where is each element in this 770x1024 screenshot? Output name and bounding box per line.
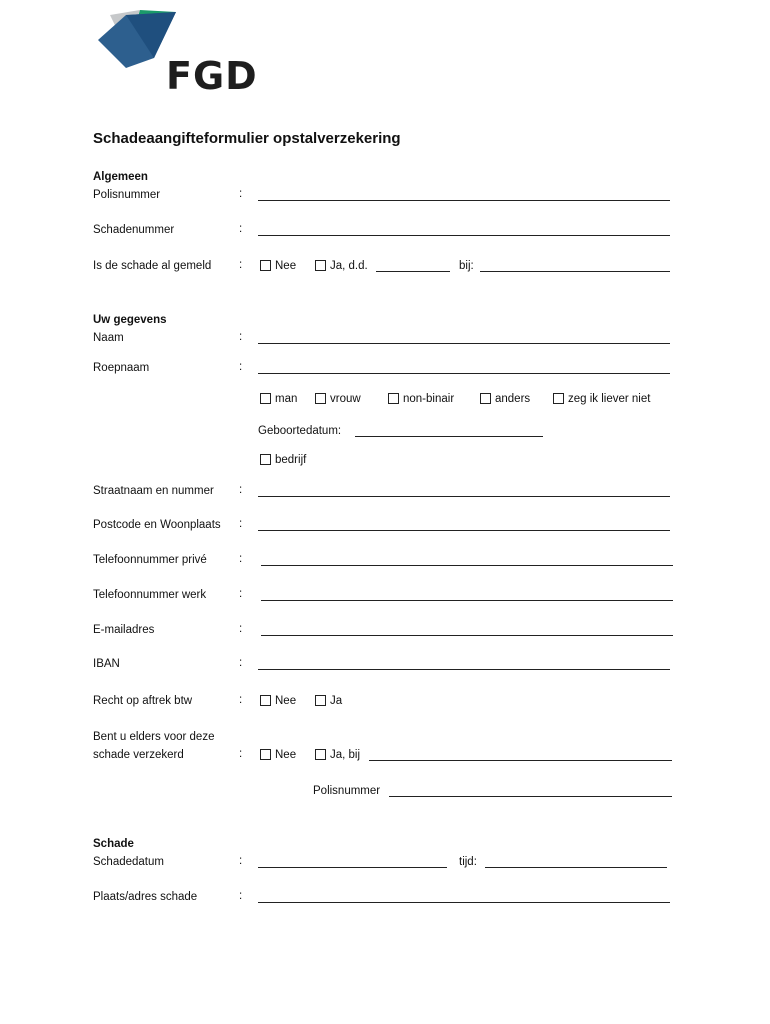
colon: : xyxy=(239,623,243,635)
label-postcode-city: Postcode en Woonplaats xyxy=(93,519,221,531)
postcode-city-field[interactable] xyxy=(258,530,670,531)
damage-location-field[interactable] xyxy=(258,902,670,903)
label-insured-elsewhere-line1: Bent u elders voor deze xyxy=(93,731,215,743)
colon: : xyxy=(239,855,243,867)
section-your-details: Uw gegevens xyxy=(93,314,167,326)
phone-work-field[interactable] xyxy=(261,600,673,601)
gender-man-label: man xyxy=(275,393,298,405)
label-insured-elsewhere-line2: schade verzekerd xyxy=(93,749,184,761)
label-damage-date: Schadedatum xyxy=(93,856,164,868)
fgd-logo xyxy=(96,10,266,100)
label-vat: Recht op aftrek btw xyxy=(93,695,193,707)
label-iban: IBAN xyxy=(93,658,120,670)
colon: : xyxy=(239,518,243,530)
company-checkbox[interactable] xyxy=(260,454,271,465)
birthdate-field[interactable] xyxy=(355,436,543,437)
vat-no-checkbox[interactable] xyxy=(260,695,271,706)
colon: : xyxy=(239,188,243,200)
label-damage-time: tijd: xyxy=(459,856,477,868)
label-damage-location: Plaats/adres schade xyxy=(93,891,198,903)
reported-at-field[interactable] xyxy=(480,271,670,272)
section-general: Algemeen xyxy=(93,171,148,183)
damage-time-field[interactable] xyxy=(485,867,667,868)
label-reported: Is de schade al gemeld xyxy=(93,260,212,272)
gender-other-label: anders xyxy=(495,393,531,405)
policy-number-field[interactable] xyxy=(258,200,670,201)
colon: : xyxy=(239,694,243,706)
vat-yes-checkbox[interactable] xyxy=(315,695,326,706)
brand-name: FGD xyxy=(166,54,258,98)
gender-woman-checkbox[interactable] xyxy=(315,393,326,404)
reported-yes-label: Ja, d.d. xyxy=(330,260,368,272)
name-field[interactable] xyxy=(258,343,670,344)
colon: : xyxy=(239,657,243,669)
colon: : xyxy=(239,361,243,373)
colon: : xyxy=(239,588,243,600)
label-elsewhere-policy: Polisnummer xyxy=(313,785,381,797)
label-claim-number: Schadenummer xyxy=(93,224,175,236)
gender-other-checkbox[interactable] xyxy=(480,393,491,404)
phone-private-field[interactable] xyxy=(261,565,673,566)
reported-date-field[interactable] xyxy=(376,271,450,272)
colon: : xyxy=(239,890,243,902)
label-name: Naam xyxy=(93,332,124,344)
label-policy-number: Polisnummer xyxy=(93,189,161,201)
elsewhere-insurer-field[interactable] xyxy=(369,760,672,761)
section-damage: Schade xyxy=(93,838,134,850)
colon: : xyxy=(239,553,243,565)
vat-no-label: Nee xyxy=(275,695,297,707)
gender-nonbinary-label: non-binair xyxy=(403,393,455,405)
reported-no-label: Nee xyxy=(275,260,297,272)
iban-field[interactable] xyxy=(258,669,670,670)
colon: : xyxy=(239,484,243,496)
label-email: E-mailadres xyxy=(93,624,155,636)
elsewhere-yes-label: Ja, bij xyxy=(330,749,361,761)
label-phone-private: Telefoonnummer privé xyxy=(93,554,207,566)
label-street: Straatnaam en nummer xyxy=(93,485,214,497)
elsewhere-no-label: Nee xyxy=(275,749,297,761)
reported-yes-checkbox[interactable] xyxy=(315,260,326,271)
reported-no-checkbox[interactable] xyxy=(260,260,271,271)
gender-prefer-not-label: zeg ik liever niet xyxy=(568,393,651,405)
vat-yes-label: Ja xyxy=(330,695,343,707)
street-field[interactable] xyxy=(258,496,670,497)
damage-date-field[interactable] xyxy=(258,867,447,868)
elsewhere-policy-field[interactable] xyxy=(389,796,672,797)
gender-woman-label: vrouw xyxy=(330,393,361,405)
claim-number-field[interactable] xyxy=(258,235,670,236)
first-name-field[interactable] xyxy=(258,373,670,374)
colon: : xyxy=(239,748,243,760)
gender-man-checkbox[interactable] xyxy=(260,393,271,404)
gender-nonbinary-checkbox[interactable] xyxy=(388,393,399,404)
company-label: bedrijf xyxy=(275,454,307,466)
label-birthdate: Geboortedatum: xyxy=(258,425,342,437)
elsewhere-no-checkbox[interactable] xyxy=(260,749,271,760)
reported-at-label: bij: xyxy=(459,260,474,272)
colon: : xyxy=(239,331,243,343)
label-phone-work: Telefoonnummer werk xyxy=(93,589,207,601)
gender-prefer-not-checkbox[interactable] xyxy=(553,393,564,404)
email-field[interactable] xyxy=(261,635,673,636)
elsewhere-yes-checkbox[interactable] xyxy=(315,749,326,760)
colon: : xyxy=(239,223,243,235)
form-title: Schadeaangifteformulier opstalverzekering xyxy=(93,130,401,147)
colon: : xyxy=(239,259,243,271)
label-first-name: Roepnaam xyxy=(93,362,150,374)
